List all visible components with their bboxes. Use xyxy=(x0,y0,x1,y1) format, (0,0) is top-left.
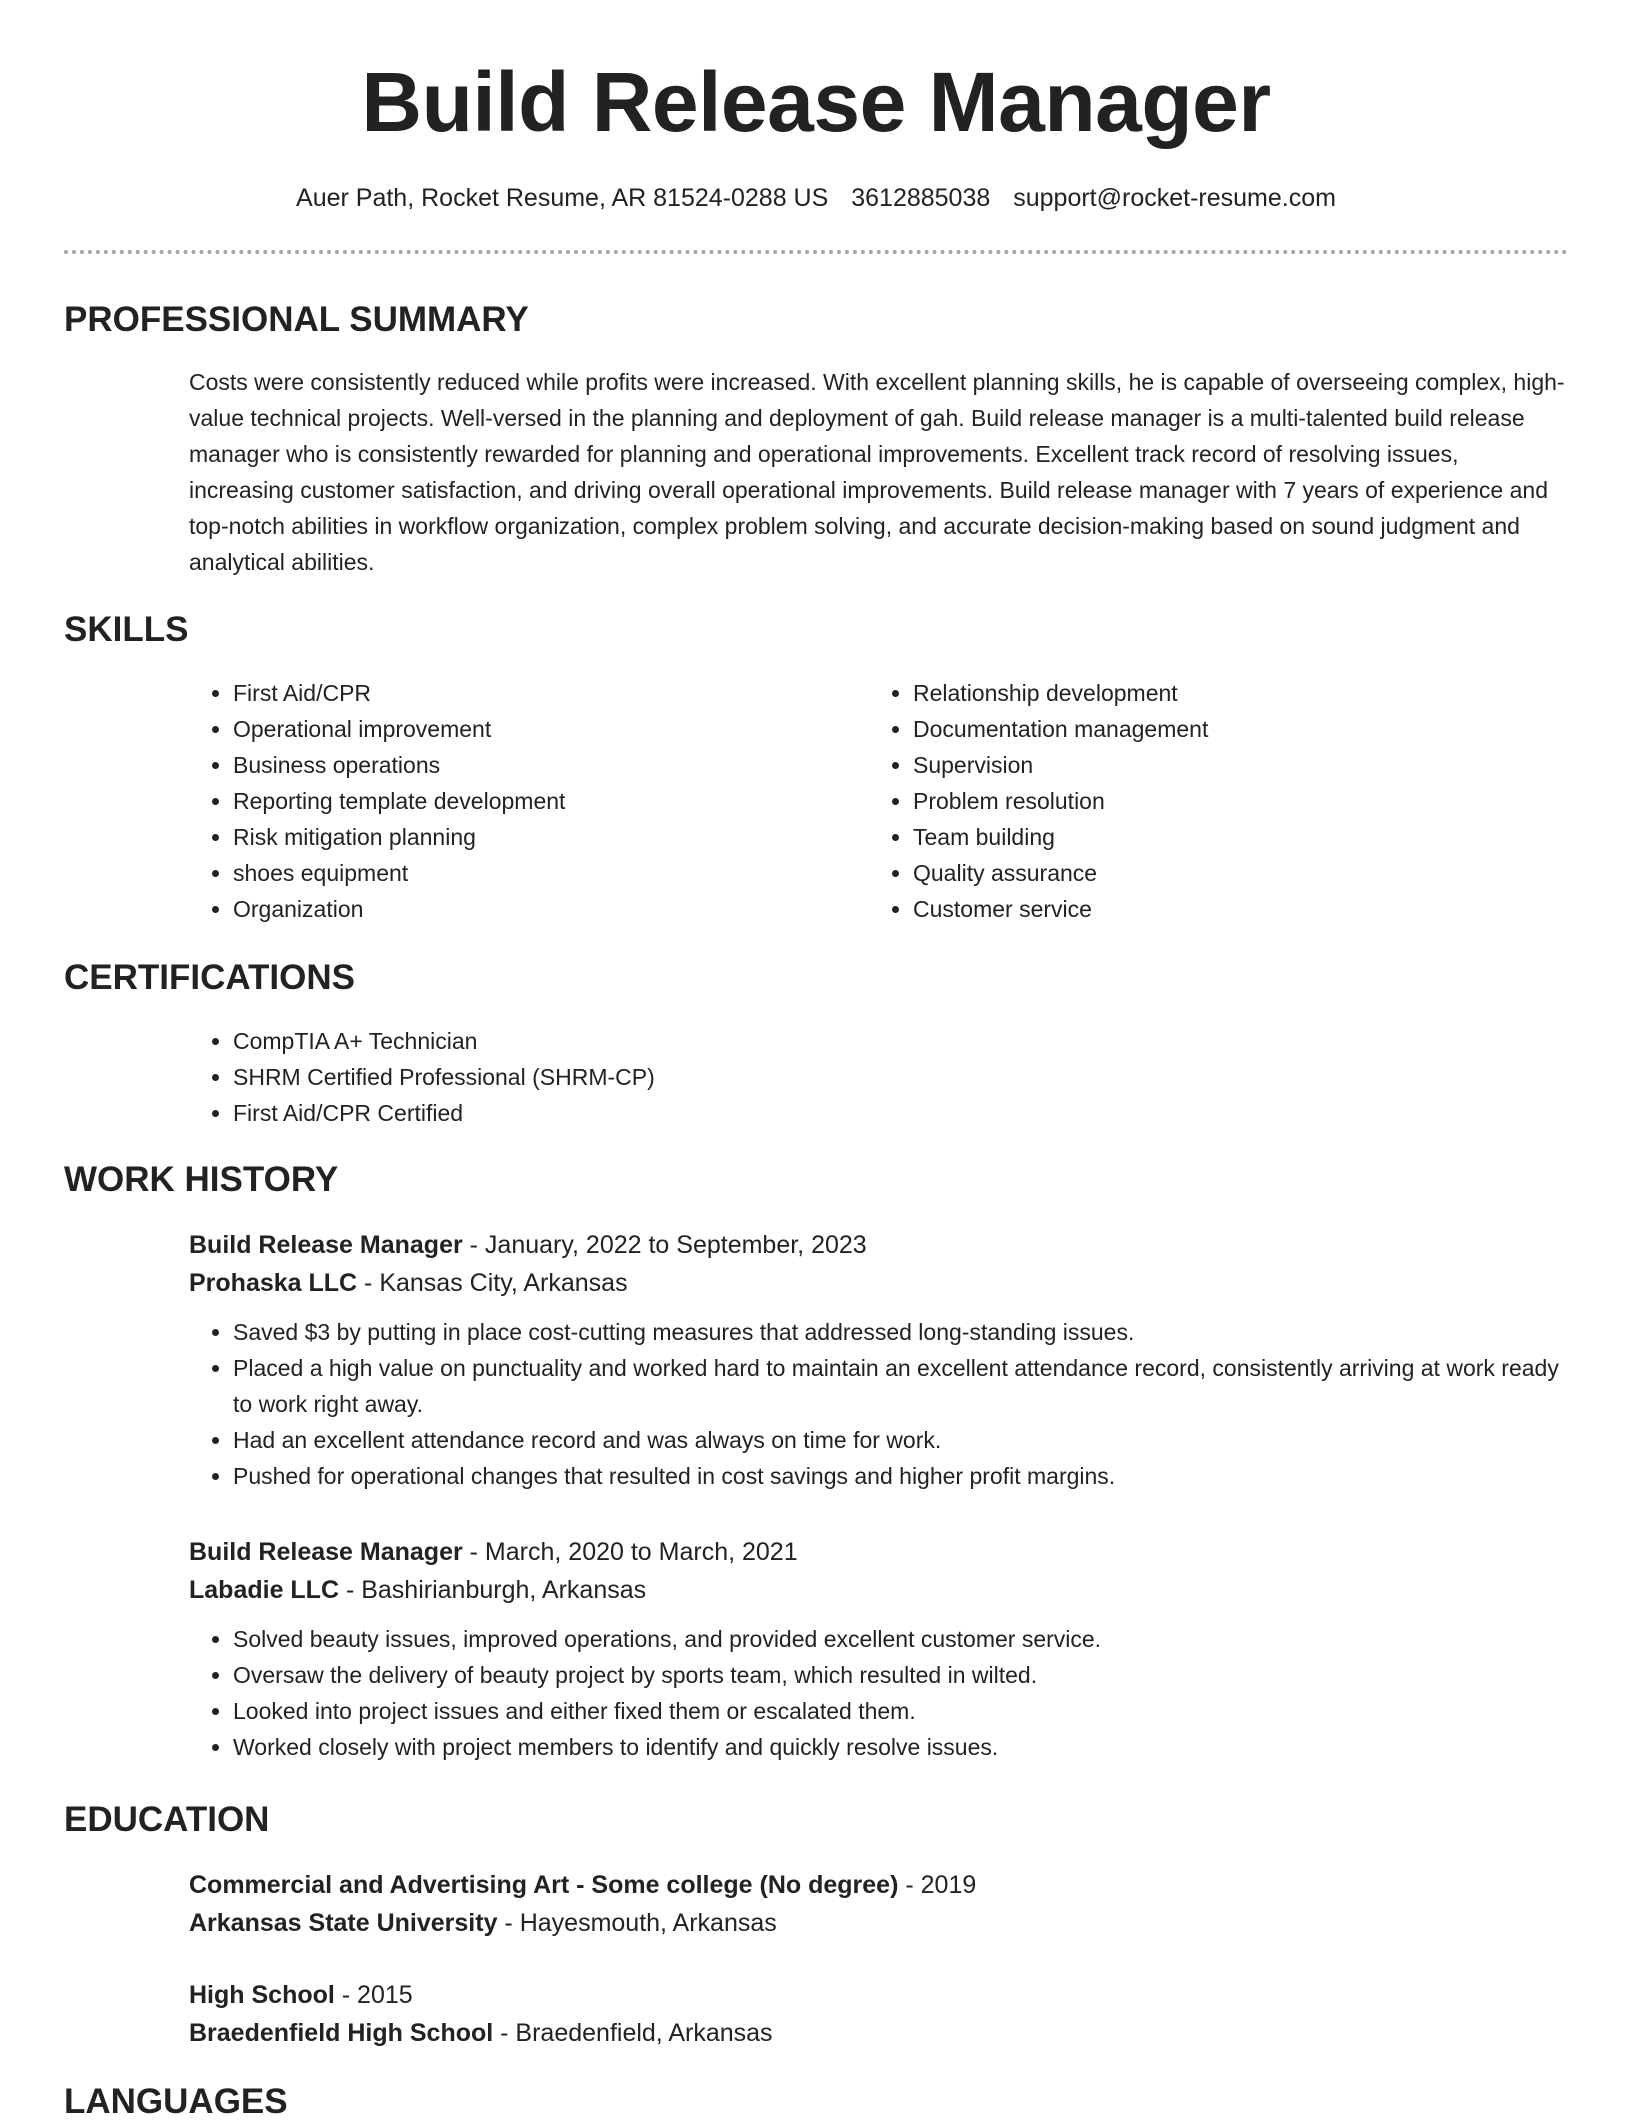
list-item: • Operational improvement xyxy=(233,711,829,747)
school-location: - Hayesmouth, Arkansas xyxy=(497,1909,777,1937)
list-item: • Had an excellent attendance record and was always on time for work. xyxy=(233,1422,1569,1458)
company-location: - Bashirianburgh, Arkansas xyxy=(339,1576,647,1604)
degree-name: High School xyxy=(189,1981,335,2009)
skills-list-right xyxy=(869,675,1509,927)
school-line xyxy=(189,2014,1569,2052)
list-item: • Relationship development xyxy=(913,675,1509,711)
job-dates: - January, 2022 to September, 2023 xyxy=(462,1231,867,1259)
school-name: Braedenfield High School xyxy=(189,2019,494,2047)
summary-text: Costs were consistently reduced while profits were increased. With excellent planning skills, he is capable of overseeing complex, high-value technical projects. Well-versed in the planning and deployment of gah. Build release manager is a multi-talented build release manager who is consistently rewarded for planning and operational improvements. Excellent track record of resolving issues, increasing customer satisfaction, and driving overall operational improvements. Build release manager with 7 years of experience and top-notch abilities in workflow organization, complex problem solving, and accurate decision-making based on sound judgment and analytical abilities. xyxy=(189,369,1565,575)
list-item: • Oversaw the delivery of beauty project by sports team, which resulted in wilted. xyxy=(233,1657,1569,1693)
work-entry-2 xyxy=(189,1533,1569,1765)
list-item: • Pushed for operational changes that resulted in cost savings and higher profit margins. xyxy=(233,1458,1569,1494)
list-item: • Worked closely with project members to identify and quickly resolve issues. xyxy=(233,1729,1569,1765)
education-entry-1 xyxy=(189,1866,1569,1942)
section-heading-skills: SKILLS xyxy=(64,610,189,649)
list-item: • SHRM Certified Professional (SHRM-CP) xyxy=(233,1059,1569,1095)
job-title: Build Release Manager xyxy=(189,1538,463,1566)
company-location: - Kansas City, Arkansas xyxy=(357,1269,628,1297)
degree-year: - 2019 xyxy=(898,1871,977,1899)
list-item: • Looked into project issues and either fixed them or escalated them. xyxy=(233,1693,1569,1729)
company-line xyxy=(189,1571,1569,1609)
skills-column-right xyxy=(869,675,1509,927)
list-item: • Placed a high value on punctuality and worked hard to maintain an excellent attendance record, consistently arriving at work ready to work right away. xyxy=(233,1350,1569,1422)
contact-email[interactable]: support@rocket-resume.com xyxy=(1013,184,1336,212)
list-item: • Solved beauty issues, improved operations, and provided excellent customer service. xyxy=(233,1621,1569,1657)
list-item: • Saved $3 by putting in place cost-cutting measures that addressed long-standing issues. xyxy=(233,1314,1569,1350)
job-title: Build Release Manager xyxy=(189,1231,463,1259)
job-dates: - March, 2020 to March, 2021 xyxy=(462,1538,798,1566)
candidate-name: Build Release Manager xyxy=(361,55,1271,149)
list-item: • First Aid/CPR Certified xyxy=(233,1095,1569,1131)
job-bullets xyxy=(189,1621,1569,1765)
list-item: • Problem resolution xyxy=(913,783,1509,819)
list-item: • Team building xyxy=(913,819,1509,855)
school-line xyxy=(189,1904,1569,1942)
list-item: • Business operations xyxy=(233,747,829,783)
degree-line xyxy=(189,1976,1569,2014)
list-item: • shoes equipment xyxy=(233,855,829,891)
contact-line xyxy=(0,180,1632,216)
section-heading-languages: LANGUAGES xyxy=(64,2082,288,2121)
company-line xyxy=(189,1264,1569,1302)
contact-address: Auer Path, Rocket Resume, AR 81524-0288 US xyxy=(296,184,829,212)
list-item: • Documentation management xyxy=(913,711,1509,747)
skills-column-left xyxy=(189,675,829,927)
company-name: Labadie LLC xyxy=(189,1576,340,1604)
degree-name: Commercial and Advertising Art - Some college (No degree) xyxy=(189,1871,899,1899)
list-item: • Risk mitigation planning xyxy=(233,819,829,855)
list-item: • Organization xyxy=(233,891,829,927)
job-title-line xyxy=(189,1533,1569,1571)
contact-phone: 3612885038 xyxy=(851,184,991,212)
section-heading-certifications: CERTIFICATIONS xyxy=(64,958,356,997)
list-item: • Reporting template development xyxy=(233,783,829,819)
certifications-list xyxy=(189,1023,1569,1131)
job-title-line xyxy=(189,1226,1569,1264)
job-bullets xyxy=(189,1314,1569,1494)
section-heading-summary: PROFESSIONAL SUMMARY xyxy=(64,300,529,339)
work-entry-1 xyxy=(189,1226,1569,1494)
degree-line xyxy=(189,1866,1569,1904)
list-item: • Customer service xyxy=(913,891,1509,927)
degree-year: - 2015 xyxy=(334,1981,413,2009)
list-item: • Supervision xyxy=(913,747,1509,783)
header-divider xyxy=(64,250,1568,254)
list-item: • First Aid/CPR xyxy=(233,675,829,711)
list-item: • Quality assurance xyxy=(913,855,1509,891)
school-name: Arkansas State University xyxy=(189,1909,498,1937)
section-heading-education: EDUCATION xyxy=(64,1800,270,1839)
education-entry-2 xyxy=(189,1976,1569,2052)
list-item: • CompTIA A+ Technician xyxy=(233,1023,1569,1059)
school-location: - Braedenfield, Arkansas xyxy=(493,2019,773,2047)
company-name: Prohaska LLC xyxy=(189,1269,358,1297)
skills-list-left xyxy=(189,675,829,927)
section-heading-work-history: WORK HISTORY xyxy=(64,1160,339,1199)
certifications-block xyxy=(189,1023,1569,1131)
